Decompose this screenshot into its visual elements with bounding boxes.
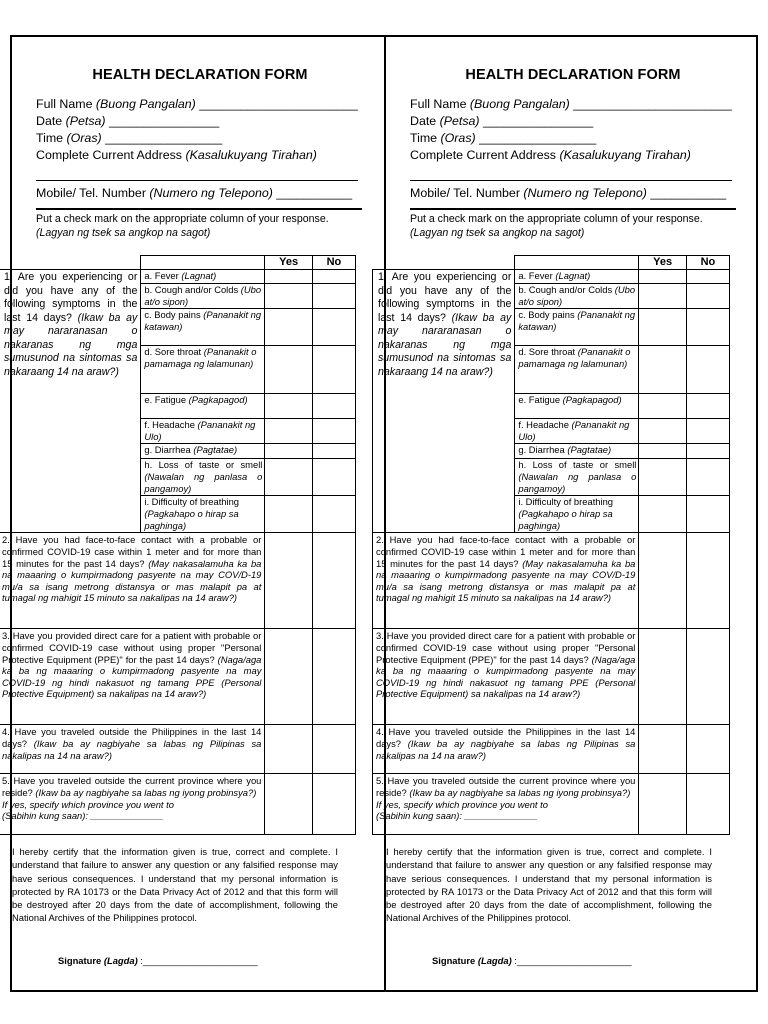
header-no: No (312, 256, 355, 270)
question-5: 5. Have you traveled outside the current province where you reside? (Ikaw ba ay nagbiyahe sa labas ng iyong probinsya?) If yes, specify which province you went to (Sabihin kung saan): ______________ (373, 774, 639, 835)
date-blank[interactable]: ________________ (105, 114, 220, 128)
checkbox-no[interactable] (686, 774, 729, 835)
signature-field[interactable]: Signature (Lagda) :______________________ (58, 955, 258, 966)
date-label: Date (410, 114, 440, 128)
question-1-text: 1. Are you experiencing or did you have any of the following symptoms in the last 14 days? (4, 271, 138, 324)
checkbox-yes[interactable] (639, 444, 686, 459)
symptom-cough: b. Cough and/or Colds (Ubo at/o sipon) (141, 284, 265, 309)
mobile-blank[interactable]: ___________ (646, 186, 727, 200)
date-field[interactable] (36, 113, 364, 130)
form-title: HEALTH DECLARATION FORM (465, 67, 681, 83)
table-header-row (373, 256, 730, 270)
header-spacer (373, 256, 515, 270)
question-1-text: 1. Are you experiencing or did you have any of the following symptoms in the last 14 days? (378, 271, 512, 324)
checkbox-no[interactable] (686, 496, 729, 533)
checkbox-no[interactable] (686, 284, 729, 309)
address-label: Complete Current Address (36, 148, 186, 162)
address-label-tl: (Kasalukuyang Tirahan) (559, 148, 691, 162)
symptom-diarrhea: g. Diarrhea (Pagtatae) (141, 444, 265, 459)
checkbox-no[interactable] (312, 270, 355, 284)
checkbox-yes[interactable] (639, 496, 686, 533)
question-4: 4. Have you traveled outside the Philippines in the last 14 days? (Ikaw ba ay nagbiyahe sa labas ng Pilipinas sa nakalipas na 14 na araw?) (373, 725, 639, 774)
checkbox-no[interactable] (312, 346, 355, 394)
question-row (0, 774, 356, 835)
symptom-cough: b. Cough and/or Colds (Ubo at/o sipon) (515, 284, 639, 309)
date-label: Date (36, 114, 66, 128)
mobile-label-tl: (Numero ng Telepono) (523, 186, 647, 200)
checkbox-yes[interactable] (265, 284, 312, 309)
symptom-headache: f. Headache (Pananakit ng Ulo) (515, 419, 639, 444)
symptom-breathing: i. Difficulty of breathing (Pagkahapo o hirap sa paghinga) (515, 496, 639, 533)
address-label: Complete Current Address (410, 148, 560, 162)
form-title: HEALTH DECLARATION FORM (92, 67, 308, 83)
signature-field[interactable]: Signature (Lagda) :______________________ (432, 955, 632, 966)
header-yes: Yes (639, 256, 686, 270)
checkbox-no[interactable] (312, 725, 355, 774)
full-name-label-tl: (Buong Pangalan) (95, 97, 196, 111)
header-spacer-2 (141, 256, 265, 270)
symptom-sore-throat: d. Sore throat (Pananakit o pamamaga ng lalamunan) (141, 346, 265, 394)
checkbox-no[interactable] (312, 533, 355, 629)
checkbox-no[interactable] (686, 270, 729, 284)
header-spacer-2 (515, 256, 639, 270)
time-blank[interactable]: _________________ (475, 131, 597, 145)
checkbox-yes[interactable] (639, 629, 686, 725)
checkbox-no[interactable] (312, 496, 355, 533)
address-blank-line[interactable] (36, 164, 358, 181)
checkbox-no[interactable] (312, 774, 355, 835)
full-name-label-tl: (Buong Pangalan) (469, 97, 570, 111)
question-2: 2. Have you had face-to-face contact with a probable or confirmed COVID-19 case within 1 meter and for more than 15 minutes for the past 14 days? (May nakasalamuha ka ba na maaaring o kumpirmadong pasyente na may COV/D-19 mu/a sa isang metrong distansya or mas malapit pa at tumagal ng mahigit 15 minuto sa nakalipas na 14 araw?) (0, 533, 265, 629)
date-blank[interactable]: ________________ (479, 114, 594, 128)
symptom-fever: a. Fever (Lagnat) (515, 270, 639, 284)
date-label-tl: (Petsa) (439, 114, 480, 128)
question-row (0, 533, 356, 629)
checkbox-yes[interactable] (639, 309, 686, 346)
checkbox-yes[interactable] (639, 270, 686, 284)
certification-text: I hereby certify that the information given is true, correct and complete. I understand that failure to answer any question or any falsified response may have serious consequences. I understand that my personal information is protected by RA 10173 or the Data Privacy Act of 2012 and that this form will be destroyed after 20 days from the date of accomplishment, following the National Archives of the Philippines protocol. (12, 846, 338, 924)
checkbox-no[interactable] (312, 459, 355, 496)
address-field (410, 147, 736, 164)
checkbox-yes[interactable] (639, 725, 686, 774)
question-row (0, 270, 356, 284)
time-label-tl: (Oras) (440, 131, 476, 145)
checkbox-yes[interactable] (265, 629, 312, 725)
questionnaire-table (0, 255, 356, 835)
question-1 (373, 270, 515, 533)
question-2: 2. Have you had face-to-face contact with a probable or confirmed COVID-19 case within 1 meter and for more than 15 minutes for the past 14 days? (May nakasalamuha ka ba na maaaring o kumpirmadong pasyente na may COV/D-19 mu/a sa isang metrong distansya or mas malapit pa at tumagal ng mahigit 15 minuto sa nakalipas na 14 araw?) (373, 533, 639, 629)
time-label: Time (410, 131, 441, 145)
address-label-tl: (Kasalukuyang Tirahan) (185, 148, 317, 162)
question-row (373, 725, 730, 774)
mobile-field[interactable] (410, 185, 736, 202)
checkbox-no[interactable] (312, 419, 355, 444)
checkbox-yes[interactable] (265, 444, 312, 459)
instruction-text-tl: (Lagyan ng tsek sa angkop na sagot) (410, 227, 585, 239)
checkbox-no[interactable] (686, 309, 729, 346)
signature-blank[interactable]: :______________________ (511, 955, 632, 966)
question-5: 5. Have you traveled outside the current province where you reside? (Ikaw ba ay nagbiyahe sa labas ng iyong probinsya?) If yes, specify which province you went to (Sabihin kung saan): ______________ (0, 774, 265, 835)
mobile-label-tl: (Numero ng Telepono) (149, 186, 273, 200)
checkbox-no[interactable] (686, 533, 729, 629)
checkbox-yes[interactable] (639, 419, 686, 444)
instruction-text-tl: (Lagyan ng tsek sa angkop na sagot) (36, 227, 211, 239)
symptom-fatigue: e. Fatigue (Pagkapagod) (515, 394, 639, 419)
symptom-loss-taste-smell: h. Loss of taste or smell (Nawalan ng panlasa o pangamoy) (515, 459, 639, 496)
checkbox-yes[interactable] (639, 394, 686, 419)
question-3: 3. Have you provided direct care for a patient with probable or confirmed COVID-19 case without using proper "Personal Protective Equipment (PPE)" for the past 14 days? (Naga/aga ka ba ng maaaring o kumpirmadong pasyente na may COVID-19 ng hindi nakasuot ng tamang PPE (Personal Protective Equipment) sa nakalipas na 14 araw?) (373, 629, 639, 725)
address-field (36, 147, 364, 164)
checkbox-yes[interactable] (639, 346, 686, 394)
health-declaration-form-right (376, 37, 756, 990)
address-blank-line[interactable] (410, 164, 732, 181)
health-declaration-form-left (2, 37, 384, 990)
question-row (373, 270, 730, 284)
time-label-tl: (Oras) (66, 131, 102, 145)
checkbox-yes[interactable] (639, 533, 686, 629)
checkbox-yes[interactable] (639, 284, 686, 309)
date-field[interactable] (410, 113, 736, 130)
checkbox-yes[interactable] (265, 496, 312, 533)
question-1-text-tl: (Ikaw ba ay may nararanasan o nakaranas ng mga sumusunod na sintomas sa nakaraang 14 na araw?) (378, 311, 512, 378)
symptom-headache: f. Headache (Pananakit ng Ulo) (141, 419, 265, 444)
symptom-body-pains: c. Body pains (Pananakit ng katawan) (515, 309, 639, 346)
checkbox-no[interactable] (686, 346, 729, 394)
divider (410, 208, 736, 210)
questionnaire-table (372, 255, 730, 835)
symptom-loss-taste-smell: h. Loss of taste or smell (Nawalan ng panlasa o pangamoy) (141, 459, 265, 496)
checkbox-yes[interactable] (639, 774, 686, 835)
checkbox-no[interactable] (686, 419, 729, 444)
checkbox-yes[interactable] (265, 459, 312, 496)
symptom-body-pains: c. Body pains (Pananakit ng katawan) (141, 309, 265, 346)
question-4: 4. Have you traveled outside the Philippines in the last 14 days? (Ikaw ba ay nagbiyahe sa labas ng Pilipinas sa nakalipas na 14 na araw?) (0, 725, 265, 774)
table-header-row (0, 256, 356, 270)
full-name-blank[interactable]: _______________________ (195, 97, 358, 111)
checkbox-yes[interactable] (265, 309, 312, 346)
checkbox-no[interactable] (312, 629, 355, 725)
time-label: Time (36, 131, 67, 145)
checkbox-yes[interactable] (265, 725, 312, 774)
mobile-field[interactable] (36, 185, 364, 202)
checkbox-yes[interactable] (639, 459, 686, 496)
checkbox-no[interactable] (312, 394, 355, 419)
checkbox-no[interactable] (312, 284, 355, 309)
header-spacer (0, 256, 141, 270)
symptom-breathing: i. Difficulty of breathing (Pagkahapo o hirap sa paghinga) (141, 496, 265, 533)
checkbox-no[interactable] (686, 444, 729, 459)
question-1 (0, 270, 141, 533)
date-label-tl: (Petsa) (65, 114, 106, 128)
question-row (373, 774, 730, 835)
symptom-sore-throat: d. Sore throat (Pananakit o pamamaga ng lalamunan) (515, 346, 639, 394)
mobile-blank[interactable]: ___________ (272, 186, 353, 200)
header-no: No (686, 256, 729, 270)
full-name-field[interactable] (36, 96, 364, 113)
instruction-text: Put a check mark on the appropriate column of your response. (410, 213, 703, 225)
symptom-fever: a. Fever (Lagnat) (141, 270, 265, 284)
checkbox-yes[interactable] (265, 346, 312, 394)
checkbox-no[interactable] (686, 394, 729, 419)
signature-blank[interactable]: :______________________ (137, 955, 258, 966)
form-sheet (2, 35, 758, 992)
full-name-label: Full Name (36, 97, 96, 111)
full-name-field[interactable] (410, 96, 736, 113)
divider (36, 208, 362, 210)
question-row (0, 725, 356, 774)
certification-text: I hereby certify that the information given is true, correct and complete. I understand that failure to answer any question or any falsified response may have serious consequences. I understand that my personal information is protected by RA 10173 or the Data Privacy Act of 2012 and that this form will be destroyed after 20 days from the date of accomplishment, following the National Archives of the Philippines protocol. (386, 846, 712, 924)
question-row (0, 629, 356, 725)
mobile-label: Mobile/ Tel. Number (36, 186, 150, 200)
instruction-text: Put a check mark on the appropriate column of your response. (36, 213, 329, 225)
checkbox-yes[interactable] (265, 270, 312, 284)
time-field[interactable] (410, 130, 736, 147)
question-row (373, 533, 730, 629)
time-blank[interactable]: _________________ (101, 131, 223, 145)
checkbox-no[interactable] (686, 459, 729, 496)
full-name-blank[interactable]: _______________________ (569, 97, 732, 111)
checkbox-no[interactable] (312, 309, 355, 346)
checkbox-no[interactable] (686, 629, 729, 725)
full-name-label: Full Name (410, 97, 470, 111)
checkbox-no[interactable] (312, 444, 355, 459)
checkbox-yes[interactable] (265, 533, 312, 629)
question-3: 3. Have you provided direct care for a patient with probable or confirmed COVID-19 case without using proper "Personal Protective Equipment (PPE)" for the past 14 days? (Naga/aga ka ba ng maaaring o kumpirmadong pasyente na may COVID-19 ng hindi nakasuot ng tamang PPE (Personal Protective Equipment) sa nakalipas na 14 araw?) (0, 629, 265, 725)
checkbox-yes[interactable] (265, 419, 312, 444)
question-row (373, 629, 730, 725)
mobile-label: Mobile/ Tel. Number (410, 186, 524, 200)
checkbox-no[interactable] (686, 725, 729, 774)
time-field[interactable] (36, 130, 364, 147)
symptom-fatigue: e. Fatigue (Pagkapagod) (141, 394, 265, 419)
header-yes: Yes (265, 256, 312, 270)
checkbox-yes[interactable] (265, 394, 312, 419)
checkbox-yes[interactable] (265, 774, 312, 835)
question-1-text-tl: (Ikaw ba ay may nararanasan o nakaranas ng mga sumusunod na sintomas sa nakaraang 14 na araw?) (4, 311, 138, 378)
symptom-diarrhea: g. Diarrhea (Pagtatae) (515, 444, 639, 459)
